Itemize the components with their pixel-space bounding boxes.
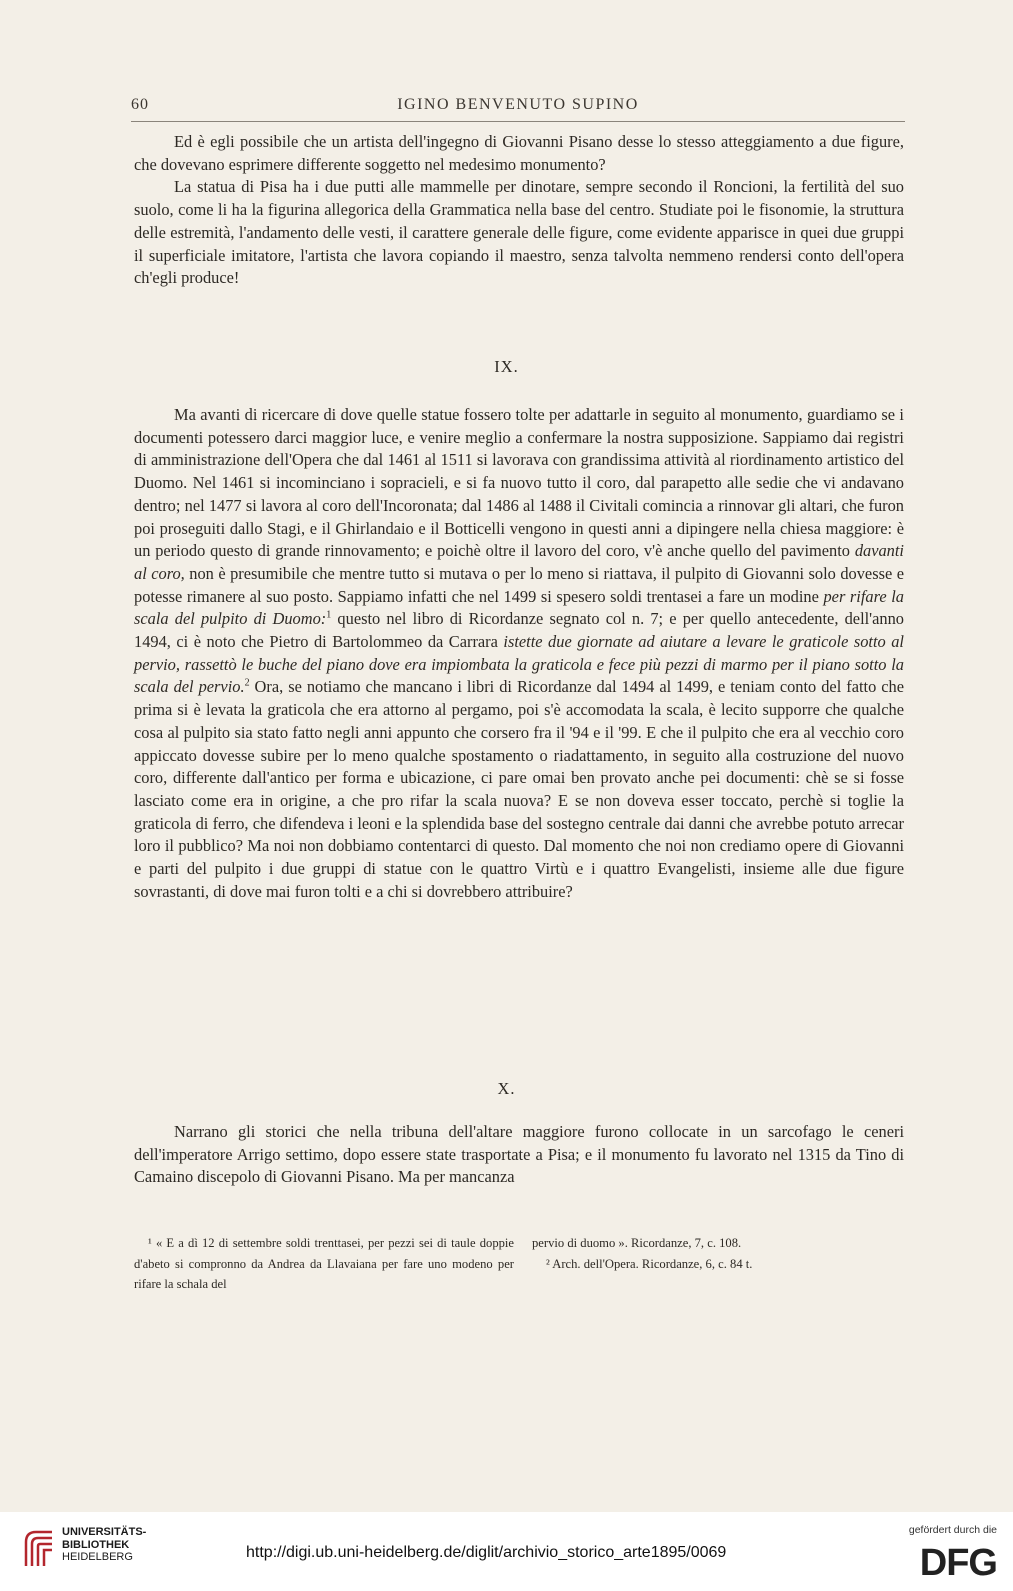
body-text-section-x	[134, 1121, 904, 1189]
footnotes-right-column	[532, 1233, 904, 1274]
footnote-1-continued: pervio di duomo ». Ricordanze, 7, c. 108.	[532, 1236, 742, 1250]
paragraph: Ed è egli possibile che un artista dell'ingegno di Giovanni Pisano desse lo stesso atteggiamento a due figure, che dovevano esprimere differente soggetto nel medesimo monumento?	[134, 132, 904, 174]
digitization-footer	[0, 1512, 1013, 1591]
funding-caption: gefördert durch die	[908, 1524, 997, 1536]
italic-quote: davanti al coro,	[134, 541, 904, 583]
section-heading-x: X.	[497, 1079, 516, 1098]
paragraph: Ma avanti di ricercare di dove quelle statue fossero tolte per adattarle in seguito al monumento, guardiamo se i documenti potessero darci maggior luce, e venire meglio a confermare la nostra supposizione. Sappiamo dai registri di amministrazione dell'Opera che dal 1461 al 1511 si lavorava con grandissima attività al riordinamento artistico del Duomo. Nel 1461 si incominciano i sopracieli, e si fa nuovo tutto il coro, dal parapetto alle sedie che vi andavano dentro; nel 1477 si lavora al coro dell'Incoronata; dal 1486 al 1488 il Civitali comincia a rinnovar gli altari, che furon poi proseguiti dallo Stagi, e il Ghirlandaio e il Botticelli vengono in questi anni a dipingere nella chiesa maggiore: è un periodo questo di grande rinnovamento; e poichè oltre il lavoro del coro, v'è anche quello del pavimento davanti al coro, non è presumibile che mentre tutto si mutava o per lo meno si riattava, il pulpito di Giovanni solo dovesse e potesse rimanere al suo posto. Sappiamo infatti che nel 1499 si spesero soldi trentasei a fare un modine per rifare la scala del pulpito di Duomo:$^1$ questo nel libro di Ricordanze segnato col n. 7; e per quello antecedente, dell'anno 1494, ci è noto che Pietro di Bartolommeo da Carrara istette due giornate ad aiutare a levare le graticole sotto al pervio, rassettò le buche del piano dove era impiombata la graticola e fece più pezzi di marmo per il piano sotto la scala del pervio.$^2$ Ora, se notiamo che mancano i libri di Ricordanze dal 1494 al 1499, e teniam conto del fatto che prima si è levata la graticola che era attorno al pergamo, poi s'è accomodata la scala, è lecito supporre che qualche cosa al pulpito sia stato fatto negli anni appunto che corsero fra il '94 e il '99. E che il pulpito che era al vecchio coro appiccato dovesse subire per lo meno qualche spostamento o riadattamento, in seguito alla costruzione del nuovo coro, differente dall'antico per forma e ubicazione, ci pare omai ben provato anche pei documenti: chè se si fosse lasciato come era in origine, a che pro rifar la scala nuova? E se non doveva esser toccato, perchè si toglie la graticola di ferro, che difendeva i leoni e la splendida base del sostegno centrale dai danni che avrebbe potuto arrecar loro il pubblico? Ma noi non dobbiamo contentarci di questo. Dal momento che noi non crediamo opere di Giovanni e parti del pulpito i due gruppi di statue con le quattro Virtù e i quattro Evangelisti, insieme alle due figure sovrastanti, di dove mai furon tolti e a chi si dovrebbero attribuire?	[134, 405, 904, 901]
italic-quote: istette due giornate ad aiutare a levare le graticole sotto al pervio, rassettò le buche del piano dove era impiombata la graticola e fece più pezzi di marmo per il piano sotto la scala del pervio.	[134, 632, 904, 697]
page-number: 60	[131, 96, 149, 113]
section-heading-ix: IX.	[494, 357, 519, 376]
italic-quote: per rifare la scala del pulpito di Duomo:	[134, 586, 904, 629]
footnote-ref-1: 1	[326, 609, 332, 621]
running-title: IGINO BENVENUTO SUPINO	[397, 96, 639, 113]
footnote-2: ² Arch. dell'Opera. Ricordanze, 6, c. 84 t.	[546, 1256, 753, 1271]
footnote-1: ¹ « E a dì 12 di settembre soldi trenttasei, per pezzi sei di taule doppie d'abeto si compronno da Andrea da Llavaiana per fare uno modeno per rifare la schala del	[134, 1236, 514, 1292]
dfg-logo: DFG	[919, 1542, 997, 1584]
permalink-url[interactable]: http://digi.ub.uni-heidelberg.de/diglit/archivio_storico_arte1895/0069	[246, 1544, 727, 1561]
paragraph: La statua di Pisa ha i due putti alle mammelle per dinotare, sempre secondo il Roncioni, la fertilità del suo suolo, come li ha la figurina allegorica della Grammatica nella base del centro. Studiate poi le fisonomie, la struttura delle estremità, l'andamento delle vesti, il carattere generale delle figure, come evidente apparisce in quei due gruppi il superficiale imitatore, l'artista che lavora copiando il maestro, senza talvolta nemmeno rendersi conto dell'opera ch'egli produce!	[134, 177, 904, 288]
body-text-top	[134, 131, 904, 290]
body-text-section-ix	[134, 404, 904, 903]
footnotes-left-column	[134, 1233, 514, 1295]
running-header	[131, 95, 905, 122]
footnote-ref-2: 2	[244, 677, 250, 689]
paragraph: Narrano gli storici che nella tribuna dell'altare maggiore furono collocate in un sarcofago le ceneri dell'imperatore Arrigo settimo, dopo essere state trasportate a Pisa; e il monumento fu lavorato nel 1315 da Tino di Camaino discepolo di Giovanni Pisano. Ma per mancanza	[134, 1122, 904, 1187]
library-name: UNIVERSITÄTS- BIBLIOTHEK HEIDELBERG	[62, 1526, 147, 1563]
ub-heidelberg-logo-icon	[22, 1528, 58, 1568]
